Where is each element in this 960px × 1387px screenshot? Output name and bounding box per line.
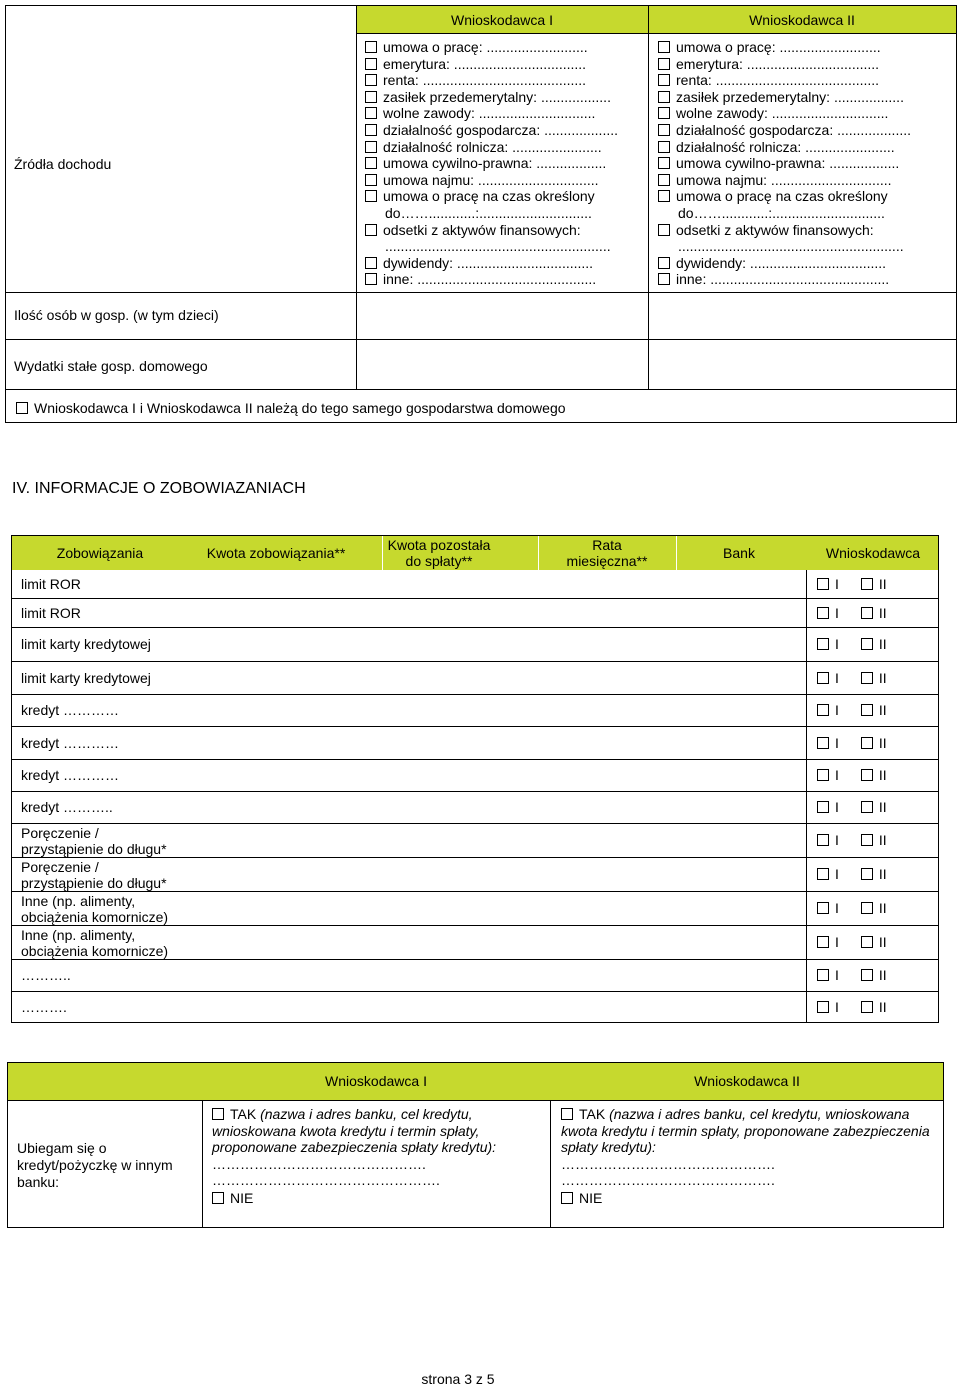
applicant-1-label: I [835,799,839,815]
income-item-label: odsetki z aktywów finansowych: [676,221,874,238]
income-item [365,122,618,139]
applicant-1-checkbox[interactable] [817,769,829,781]
same-household-row [16,400,566,416]
liab-header-rata: Rata miesięczna** [566,537,648,569]
applicant-1-checkbox[interactable] [817,834,829,846]
liability-applicant-choice [817,735,887,751]
applicant-1-checkbox[interactable] [817,672,829,684]
applicant-1-label: I [835,670,839,686]
applicant-2-checkbox[interactable] [861,868,873,880]
applicant-2-label: II [878,866,887,882]
applicant-1-label: I [835,767,839,783]
applicant-1-checkbox[interactable] [817,607,829,619]
income-item-label: umowa cywilno-prawna: .................. [383,155,607,172]
income-checkbox[interactable] [365,74,377,86]
income-checkbox[interactable] [658,124,670,136]
nie-label-2: NIE [579,1189,603,1206]
income-checkbox[interactable] [365,157,377,169]
income-item [365,255,618,272]
income-item-label: dywidendy: ................................... [676,254,887,271]
income-item [365,56,618,73]
income-item [658,188,911,205]
income-item-label: działalność gospodarcza: ................... [383,121,618,138]
income-item-label: do……............:............................. [678,204,885,221]
liability-row-label: kredyt ………… [21,735,120,751]
income-item-label: działalność rolnicza: ....................... [383,138,602,155]
applicant-1-checkbox[interactable] [817,969,829,981]
income-row-label: Źródła dochodu [14,156,112,172]
tak-desc-1: (nazwa i adres banku, cel kredytu, wnioskowana kwota kredytu i termin spłaty, proponowane zabezpieczenia spłaty kredytu): [212,1106,497,1155]
income-item [365,39,618,56]
income-list-applicant-2 [658,39,911,288]
income-item [658,39,911,56]
section-title: IV. INFORMACJE O ZOBOWIAZANIACH [12,480,306,497]
dots-2a: ………………………………………. [561,1155,775,1172]
income-item [365,72,618,89]
income-checkbox[interactable] [365,41,377,53]
applicant-1-label: I [835,967,839,983]
liability-row-label: Poręczenie / przystąpienie do długu* [21,825,167,857]
liability-applicant-choice [817,799,887,815]
income-item [658,155,911,172]
income-checkbox[interactable] [365,91,377,103]
liability-applicant-choice [817,670,887,686]
liability-applicant-choice [817,967,887,983]
income-item-label: umowa o pracę na czas określony [383,188,595,205]
applicant-2-checkbox[interactable] [861,902,873,914]
applicant-2-label: II [878,900,887,916]
applicant-2-checkbox[interactable] [861,737,873,749]
applicant-2-checkbox[interactable] [861,638,873,650]
tak-desc-2: (nazwa i adres banku, cel kredytu, wnioskowana kwota kredytu i termin spłaty, proponowane zabezpieczenia spłaty kredytu): [561,1106,930,1155]
applicant-2-checkbox[interactable] [861,578,873,590]
income-checkbox[interactable] [365,107,377,119]
income-item-label: umowa o pracę: .......................... [676,39,881,55]
liability-applicant-choice [817,576,887,592]
applicant-1-checkbox[interactable] [817,868,829,880]
income-checkbox[interactable] [658,273,670,285]
liability-row-label: limit karty kredytowej [21,670,151,686]
income-checkbox[interactable] [658,41,670,53]
income-item-label: inne: .............................................. [676,271,890,288]
nie-checkbox-2[interactable] [561,1192,573,1204]
income-item [365,172,618,189]
income-item [365,271,618,288]
liability-applicant-choice [817,702,887,718]
applicant-2-checkbox[interactable] [861,607,873,619]
income-list-applicant-1 [365,39,618,288]
applicant-1-label: I [835,900,839,916]
applicant-2-label: II [878,767,887,783]
applicant-1-checkbox[interactable] [817,737,829,749]
liab-header-zobowiazania: Zobowiązania [56,545,144,561]
applicant-1-label: I [835,605,839,621]
income-item-label: odsetki z aktywów finansowych: [383,221,581,238]
income-checkbox[interactable] [658,91,670,103]
income-item-label: zasiłek przedemerytalny: .................. [383,88,611,105]
applicant-2-label: II [878,702,887,718]
income-checkbox[interactable] [658,190,670,202]
income-item [658,205,911,222]
income-item [365,188,618,205]
income-checkbox[interactable] [365,273,377,285]
applicant-2-label: II [878,934,887,950]
applicant-1-label: I [835,832,839,848]
income-item-label: wolne zawody: .............................. [383,105,596,122]
income-item [658,255,911,272]
income-item-label: dywidendy: ................................... [383,254,594,271]
applicant-1-label: I [835,934,839,950]
income-item-label: zasiłek przedemerytalny: .................. [676,88,904,105]
other-loan-applicant-2 [561,1106,937,1206]
other-loan-col1-header: Wnioskodawca I [325,1073,427,1089]
page-footer: strona 3 z 5 [421,1371,495,1387]
applicant-1-label: I [835,702,839,718]
applicant-2-label: II [878,670,887,686]
income-item-label: do……............:............................. [385,204,592,221]
income-item [365,222,618,239]
liability-row-label: kredyt ……….. [21,799,113,815]
same-household-label: Wnioskodawca I i Wnioskodawca II należą do tego samego gospodarstwa domowego [34,400,566,416]
liability-row-label: kredyt ………… [21,702,120,718]
income-item [658,122,911,139]
liability-row-label: Poręczenie / przystąpienie do długu* [21,859,167,891]
applicant-2-label: II [878,799,887,815]
income-checkbox[interactable] [658,157,670,169]
liability-row-label: limit karty kredytowej [21,636,151,652]
income-checkbox[interactable] [658,224,670,236]
liab-header-wnioskodawca: Wnioskodawca [825,545,921,561]
income-item-label: renta: .......................................... [676,72,880,89]
applicant-1-label: I [835,576,839,592]
applicant-1-checkbox[interactable] [817,902,829,914]
income-item-label: .......................................................... [385,238,611,255]
income-item-label: inne: .............................................. [383,271,597,288]
income-item-label: wolne zawody: .............................. [676,105,889,122]
income-item [658,139,911,156]
income-item [658,56,911,73]
dots-1b: …………………………………………. [212,1172,440,1188]
applicant-1-label: I [835,866,839,882]
liab-header-kwota: Kwota zobowiązania** [206,545,346,561]
liability-applicant-choice [817,900,887,916]
income-item [658,238,911,255]
applicant-2-checkbox[interactable] [861,801,873,813]
applicant-2-checkbox[interactable] [861,834,873,846]
persons-label: Ilość osób w gosp. (w tym dzieci) [14,307,219,323]
liability-row-label: limit ROR [21,605,81,621]
income-checkbox[interactable] [365,58,377,70]
income-checkbox[interactable] [365,257,377,269]
income-item-label: działalność gospodarcza: ................... [676,121,911,138]
income-checkbox[interactable] [365,124,377,136]
income-item [658,172,911,189]
income-item [365,139,618,156]
applicant-2-checkbox[interactable] [861,704,873,716]
income-item [658,72,911,89]
applicant-1-checkbox[interactable] [817,704,829,716]
other-loan-label: Ubiegam się o kredyt/pożyczkę w innym banku: [17,1140,173,1190]
income-item-label: działalność rolnicza: ....................... [676,138,895,155]
income-checkbox[interactable] [658,107,670,119]
income-item [658,105,911,122]
income-checkbox[interactable] [658,74,670,86]
tak-label-2: TAK [579,1106,606,1122]
liability-row-label: Inne (np. alimenty, obciążenia komornicze) [21,927,169,959]
tak-label-1: TAK [230,1106,257,1122]
applicant-2-label: II [878,605,887,621]
income-item [365,205,618,222]
income-item-label: umowa cywilno-prawna: .................. [676,155,900,172]
applicant-2-checkbox[interactable] [861,1001,873,1013]
applicant-1-checkbox[interactable] [817,638,829,650]
other-loan-applicant-1 [212,1106,544,1206]
applicant-1-checkbox[interactable] [817,801,829,813]
applicant-1-label: I [835,999,839,1015]
income-item-label: emerytura: .................................. [676,55,880,72]
income-item [658,222,911,239]
income-item [365,89,618,106]
income-checkbox[interactable] [658,174,670,186]
liability-row-label: ………. [21,999,67,1015]
income-item [365,155,618,172]
liability-applicant-choice [817,636,887,652]
applicant-1-label: I [835,735,839,751]
liability-applicant-choice [817,866,887,882]
income-checkbox[interactable] [365,141,377,153]
applicant-2-label: II [878,735,887,751]
liability-row-label: limit ROR [21,576,81,592]
applicant-2-checkbox[interactable] [861,936,873,948]
applicant-1-checkbox[interactable] [817,1001,829,1013]
income-checkbox[interactable] [658,58,670,70]
income-item [365,238,618,255]
nie-label-1: NIE [230,1189,254,1206]
applicant-2-checkbox[interactable] [861,769,873,781]
applicant-1-label: I [835,636,839,652]
income-item-label: umowa o pracę na czas określony [676,188,888,205]
liability-applicant-choice [817,832,887,848]
income-checkbox[interactable] [365,174,377,186]
tak-checkbox-2[interactable] [561,1108,573,1120]
income-item-label: umowa najmu: ............................... [383,171,599,188]
income-item-label: umowa najmu: ............................... [676,171,892,188]
liability-row-label: kredyt ………… [21,767,120,783]
dots-1a: ………………………………………. [212,1155,426,1172]
liability-row-label: Inne (np. alimenty, obciążenia komornicze) [21,893,169,925]
income-checkbox[interactable] [658,141,670,153]
liab-header-pozostala: Kwota pozostała do spłaty** [387,537,491,569]
income-checkbox[interactable] [365,190,377,202]
applicant-2-checkbox[interactable] [861,969,873,981]
income-checkbox[interactable] [365,224,377,236]
liab-header-bank: Bank [723,545,755,561]
liability-applicant-choice [817,934,887,950]
applicant-1-checkbox[interactable] [817,936,829,948]
applicant-2-label: II [878,999,887,1015]
same-household-checkbox[interactable] [16,402,28,414]
liability-applicant-choice [817,999,887,1015]
income-item [658,89,911,106]
applicant-1-checkbox[interactable] [817,578,829,590]
expenses-label: Wydatki stałe gosp. domowego [14,358,208,374]
income-item-label: umowa o pracę: .......................... [383,39,588,55]
applicant-2-checkbox[interactable] [861,672,873,684]
nie-checkbox-1[interactable] [212,1192,224,1204]
liability-row-label: ……….. [21,967,71,983]
income-checkbox[interactable] [658,257,670,269]
income-item [658,271,911,288]
income-col2-header: Wnioskodawca II [749,12,855,28]
dots-2b: ………………………………………. [561,1172,775,1188]
tak-checkbox-1[interactable] [212,1108,224,1120]
income-item-label: renta: .......................................... [383,72,587,89]
liability-applicant-choice [817,767,887,783]
applicant-2-label: II [878,832,887,848]
income-col1-header: Wnioskodawca I [451,12,553,28]
liability-applicant-choice [817,605,887,621]
other-loan-col2-header: Wnioskodawca II [694,1073,800,1089]
applicant-2-label: II [878,636,887,652]
income-item-label: .......................................................... [678,238,904,255]
income-item-label: emerytura: .................................. [383,55,587,72]
applicant-2-label: II [878,967,887,983]
income-item [365,105,618,122]
applicant-2-label: II [878,576,887,592]
